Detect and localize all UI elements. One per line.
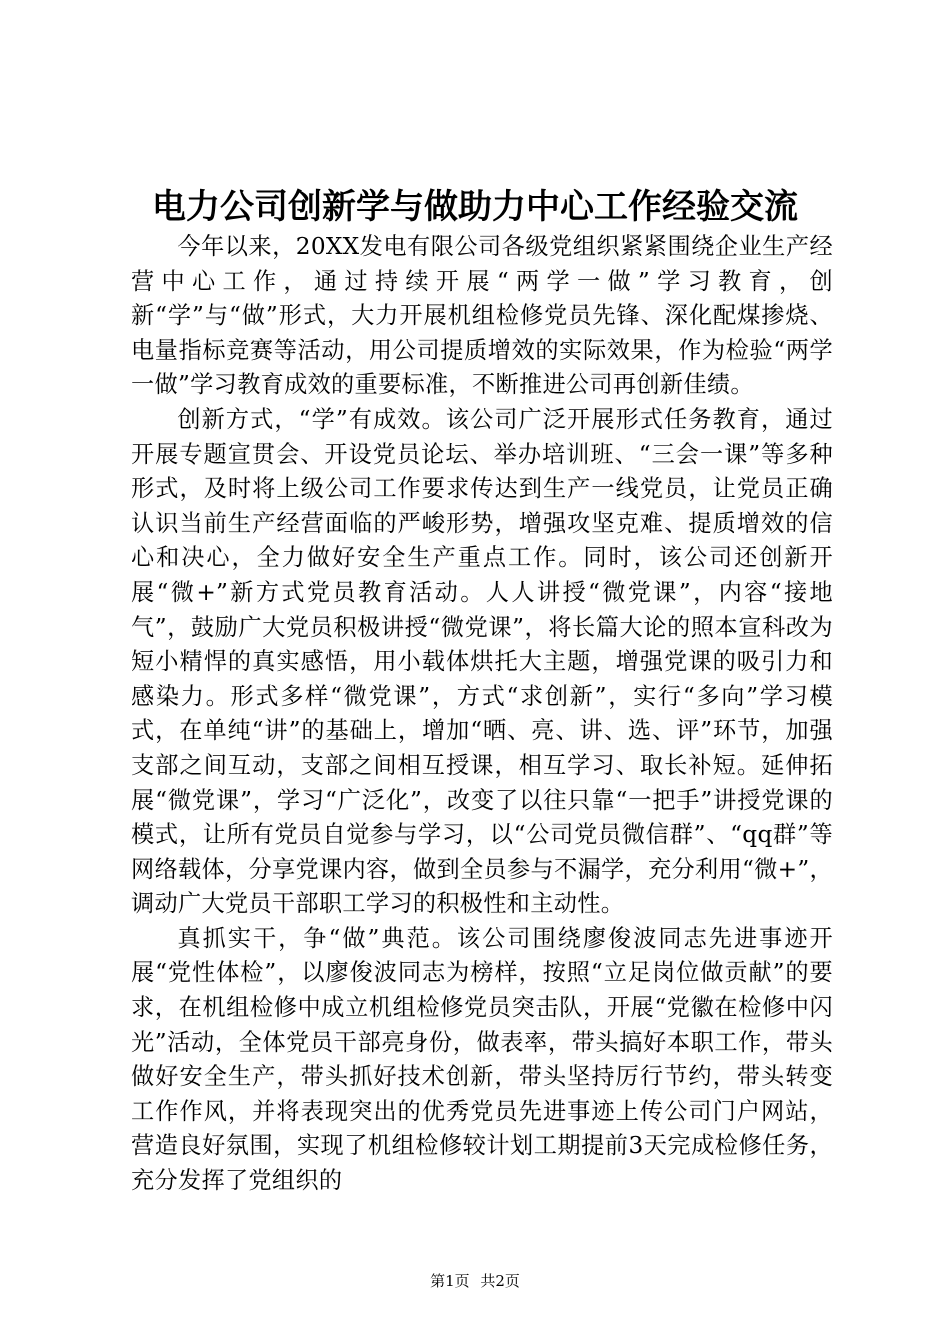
paragraph-practice-model: 真抓实干，争“做”典范。该公司围绕廖俊波同志先进事迹开展“党性体检”，以廖俊波同志为榜样，按照“立足岗位做贡献”的要求，在机组检修中成立机组检修党员突击队，开展“党徽在检修中闪光”活动，全体党员干部亮身份，做表率，带头搞好本职工作，带头做好安全生产，带头抓好技术创新，带头坚持厉行节约，带头转变工作作风，并将表现突出的优秀党员先进事迹上传公司门户网站，营造良好氛围，实现了机组检修较计划工期提前3天完成检修任务，充分发挥了党组织的: [131, 924, 833, 1195]
paragraph-intro: 今年以来，20XX发电有限公司各级党组织紧紧围绕企业生产经营中心工作，通过持续开展“两学一做”学习教育，创新“学”与“做”形式，大力开展机组检修党员先锋、深化配煤掺烧、电量指标竞赛等活动，用公司提质增效的实际效果，作为检验“两学一做”学习教育成效的重要标准，不断推进公司再创新佳绩。: [131, 233, 833, 399]
document-body: [131, 230, 833, 1199]
page-footer: [0, 1271, 950, 1291]
document-title: 电力公司创新学与做助力中心工作经验交流: [152, 187, 798, 227]
paragraph-study-innovation: 创新方式，“学”有成效。该公司广泛开展形式任务教育，通过开展专题宣贯会、开设党员论坛、举办培训班、“三会一课”等多种形式，及时将上级公司工作要求传达到生产一线党员，让党员正确认识当前生产经营面临的严峻形势，增强攻坚克难、提质增效的信心和决心，全力做好安全生产重点工作。同时，该公司还创新开展“微+”新方式党员教育活动。人人讲授“微党课”，内容“接地气”，鼓励广大党员积极讲授“微党课”，将长篇大论的照本宣科改为短小精悍的真实感悟，用小载体烘托大主题，增强党课的吸引力和感染力。形式多样“微党课”，方式“求创新”，实行“多向”学习模式，在单纯“讲”的基础上，增加“晒、亮、讲、选、评”环节，加强支部之间互动，支部之间相互授课，相互学习、取长补短。延伸拓展“微党课”，学习“广泛化”，改变了以往只靠“一把手”讲授党课的模式，让所有党员自觉参与学习，以“公司党员微信群”、“qq群”等网络载体，分享党课内容，做到全员参与不漏学，充分利用“微+”，调动广大党员干部职工学习的积极性和主动性。: [131, 405, 833, 918]
page-number-current: 第1页: [430, 1272, 470, 1290]
page-number-total: 共2页: [480, 1272, 520, 1290]
